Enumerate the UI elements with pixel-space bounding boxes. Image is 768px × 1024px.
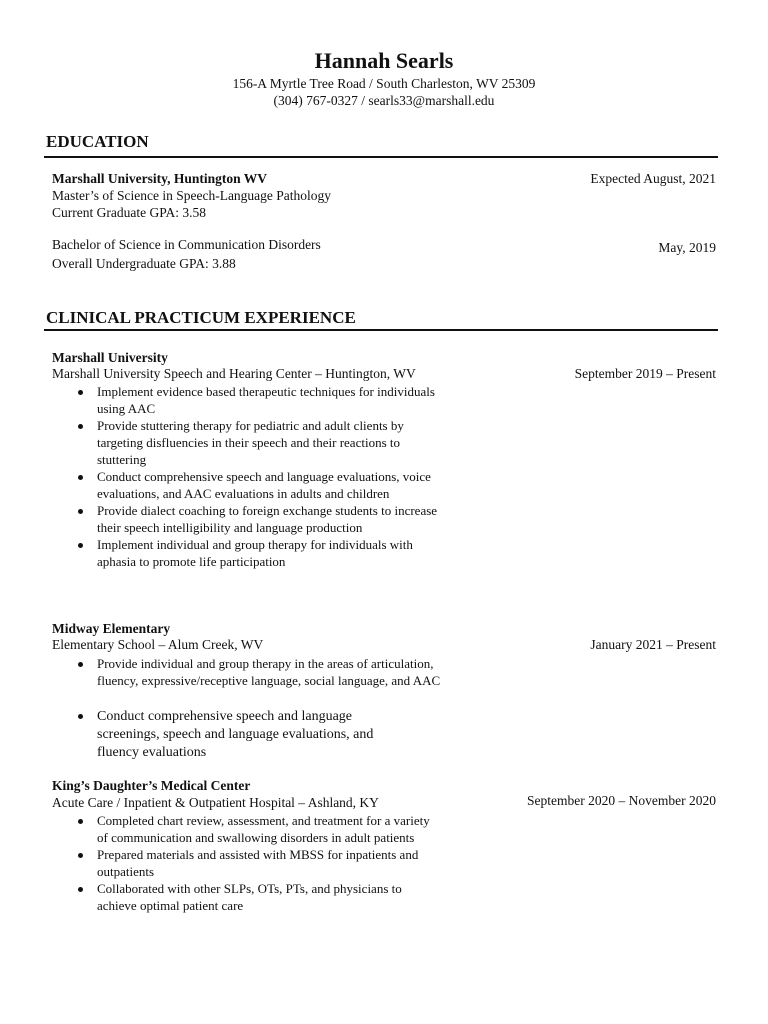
applicant-name: Hannah Searls [314, 48, 454, 73]
education-degree-masters: Master’s of Science in Speech-Language Pathology [52, 188, 332, 203]
education-gpa-masters: Current Graduate GPA: 3.58 [52, 205, 206, 220]
job-subtitle: Acute Care / Inpatient & Outpatient Hospital – Ashland, KY [52, 795, 379, 810]
job-date: January 2021 – Present [590, 637, 716, 652]
bullet-item: Prepared materials and assisted with MBSS for inpatients and outpatients [52, 847, 442, 881]
clinical-heading: CLINICAL PRACTICUM EXPERIENCE [46, 308, 356, 327]
address-line: 156-A Myrtle Tree Road / South Charleston, WV 25309 [232, 76, 536, 91]
education-school: Marshall University, Huntington WV [52, 171, 268, 186]
bullet-item: Provide individual and group therapy in the areas of articulation, fluency, expressive/receptive language, social language, and AAC [52, 656, 442, 690]
education-heading: EDUCATION [46, 132, 149, 151]
job-org: Marshall University [52, 350, 168, 365]
contact-line: (304) 767-0327 / searls33@marshall.edu [273, 93, 495, 108]
job-subtitle: Elementary School – Alum Creek, WV [52, 637, 264, 652]
bullet-item: Implement individual and group therapy for individuals with aphasia to promote life participation [52, 537, 442, 571]
job-date: September 2019 – Present [574, 366, 716, 381]
bullet-item: Conduct comprehensive speech and language evaluations, voice evaluations, and AAC evaluations in adults and children [52, 469, 442, 503]
education-divider [44, 156, 718, 158]
clinical-divider [44, 329, 718, 331]
bullet-item: Collaborated with other SLPs, OTs, PTs, and physicians to achieve optimal patient care [52, 881, 442, 915]
job-bullet-list [52, 384, 442, 571]
job-bullet-list [52, 708, 412, 762]
bullet-item: Provide stuttering therapy for pediatric and adult clients by targeting disfluencies in their speech and their reactions to stuttering [52, 418, 442, 468]
job-bullet-list [52, 656, 442, 690]
job-org: Midway Elementary [52, 621, 171, 636]
job-bullet-list [52, 813, 442, 915]
education-date-masters: Expected August, 2021 [590, 171, 716, 186]
education-degree-bachelors: Bachelor of Science in Communication Disorders [52, 237, 321, 252]
bullet-item: Implement evidence based therapeutic techniques for individuals using AAC [52, 384, 442, 418]
education-date-bachelors: May, 2019 [658, 240, 716, 255]
bullet-item: Provide dialect coaching to foreign exchange students to increase their speech intelligibility and language production [52, 503, 442, 537]
job-org: King’s Daughter’s Medical Center [52, 778, 251, 793]
job-subtitle: Marshall University Speech and Hearing Center – Huntington, WV [52, 366, 416, 381]
bullet-item: Conduct comprehensive speech and language screenings, speech and language evaluations, and fluency evaluations [52, 708, 412, 761]
education-gpa-bachelors: Overall Undergraduate GPA: 3.88 [52, 256, 236, 271]
bullet-item: Completed chart review, assessment, and treatment for a variety of communication and swallowing disorders in adult patients [52, 813, 442, 847]
job-date: September 2020 – November 2020 [527, 793, 716, 808]
